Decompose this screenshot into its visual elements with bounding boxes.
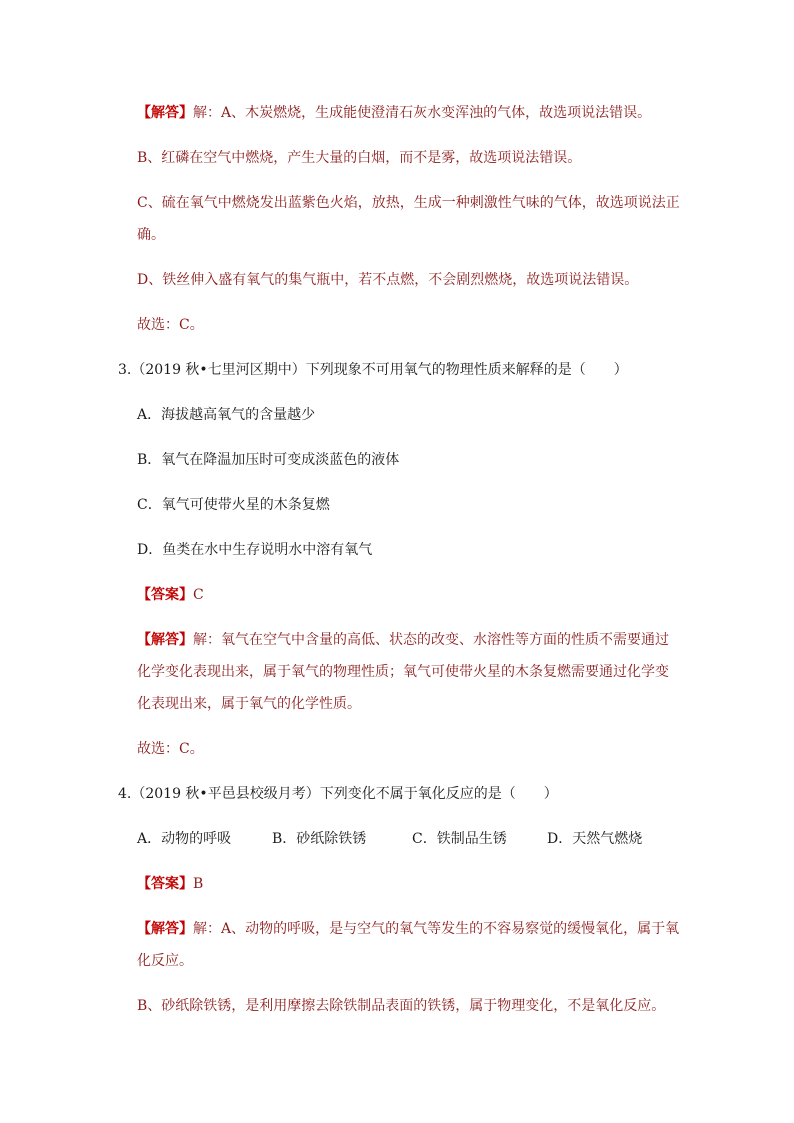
question-4-answer — [137, 874, 697, 894]
answer-value: C — [193, 587, 204, 603]
answer-tag: 【答案】 — [137, 587, 193, 603]
answer-tag: 【答案】 — [137, 876, 193, 892]
question-4-option-c: C．铁制品生锈 — [412, 831, 507, 847]
answer-value: B — [193, 876, 204, 892]
analysis-text: 解：A、动物的呼吸，是与空气的氧气等发生的不容易察觉的缓慢氧化，属于氧 — [193, 921, 680, 937]
question-3-answer — [137, 585, 697, 605]
question-4-option-b: B．砂纸除铁锈 — [272, 831, 367, 847]
question-3-option-b: B．氧气在降温加压时可变成淡蓝色的液体 — [137, 452, 400, 468]
analysis-line-a — [137, 103, 697, 123]
question-4-analysis-a1 — [137, 919, 697, 939]
question-3-analysis-2: 化学变化表现出来，属于氧气的物理性质；氧气可使带火星的木条复燃需要通过化学变 — [137, 664, 669, 680]
analysis-tag: 【解答】 — [137, 921, 193, 937]
question-4-stem: 4.（2019 秋•平邑县校级月考）下列变化不属于氧化反应的是（ ） — [118, 786, 558, 802]
analysis-line-c1: C、硫在氧气中燃烧发出蓝紫色火焰，放热，生成一种刺激性气味的气体，故选项说法正 — [137, 195, 680, 211]
question-3-analysis-1 — [137, 630, 697, 650]
analysis-text: 解：氧气在空气中含量的高低、状态的改变、水溶性等方面的性质不需要通过 — [193, 632, 669, 648]
question-4-option-a: A．动物的呼吸 — [137, 831, 232, 847]
analysis-tag: 【解答】 — [137, 105, 193, 121]
analysis-line-d: D、铁丝伸入盛有氧气的集气瓶中，若不点燃，不会剧烈燃烧，故选项说法错误。 — [137, 272, 639, 288]
question-3-option-a: A．海拔越高氧气的含量越少 — [137, 407, 316, 423]
analysis-tag: 【解答】 — [137, 632, 193, 648]
choice-line: 故选：C。 — [137, 317, 204, 333]
question-3-option-c: C．氧气可使带火星的木条复燃 — [137, 497, 330, 513]
analysis-text: 解：A、木炭燃烧，生成能使澄清石灰水变浑浊的气体，故选项说法错误。 — [193, 105, 652, 121]
question-3-choice: 故选：C。 — [137, 741, 204, 757]
question-3-option-d: D．鱼类在水中生存说明水中溶有氧气 — [137, 542, 373, 558]
question-3-analysis-3: 化表现出来，属于氧气的化学性质。 — [137, 696, 361, 712]
analysis-line-c2: 确。 — [137, 227, 165, 243]
question-3-stem: 3.（2019 秋•七里河区期中）下列现象不可用氧气的物理性质来解释的是（ ） — [118, 362, 628, 378]
question-4-option-d: D．天然气燃烧 — [547, 831, 643, 847]
question-4-analysis-b: B、砂纸除铁锈，是利用摩擦去除铁制品表面的铁锈，属于物理变化，不是氧化反应。 — [137, 998, 666, 1014]
question-4-analysis-a2: 化反应。 — [137, 953, 193, 969]
analysis-line-b: B、红磷在空气中燃烧，产生大量的白烟，而不是雾，故选项说法错误。 — [137, 150, 582, 166]
